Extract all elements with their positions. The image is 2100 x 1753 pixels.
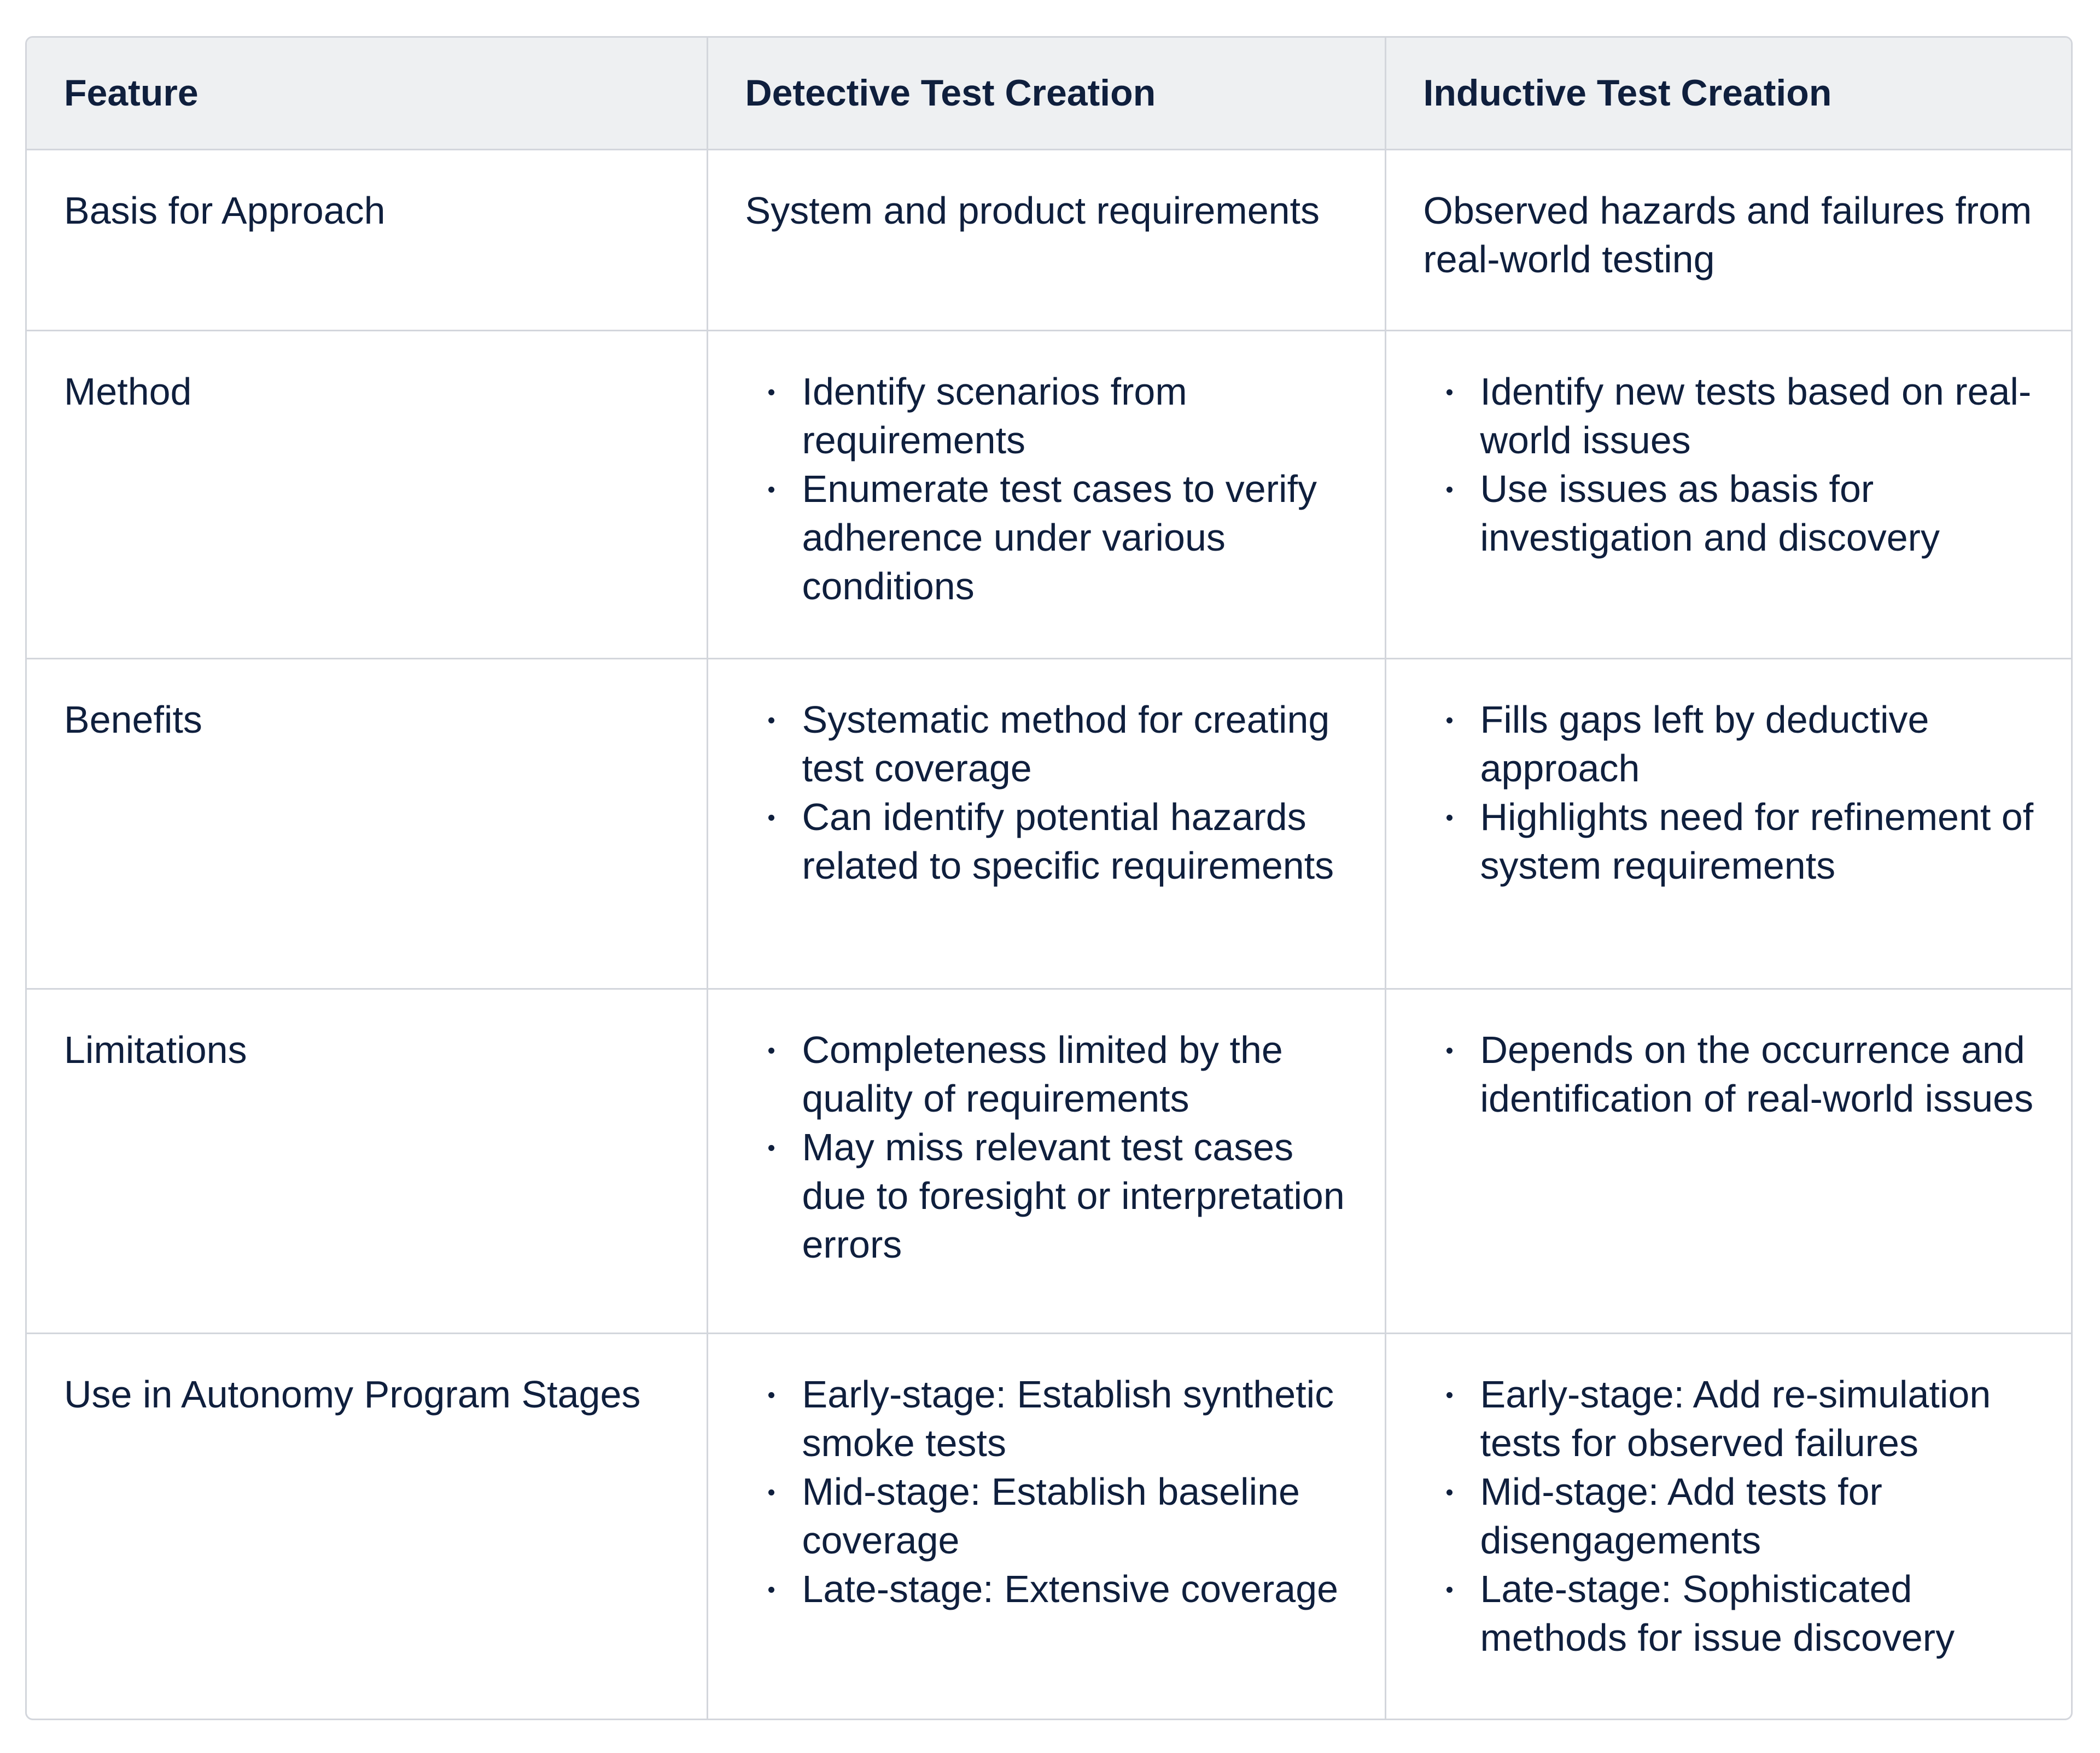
inductive-cell xyxy=(1385,330,2071,658)
bullet-list xyxy=(1424,1370,2037,1662)
bullet-list xyxy=(745,1370,1350,1614)
detective-cell xyxy=(707,989,1385,1333)
list-item: Early-stage: Establish synthetic smoke tests xyxy=(802,1370,1350,1468)
bullet-list xyxy=(745,1026,1350,1269)
comparison-table-container xyxy=(25,36,2073,1720)
inductive-cell xyxy=(1385,989,2071,1333)
detective-cell xyxy=(707,1333,1385,1719)
table-row xyxy=(27,658,2071,989)
list-item: Early-stage: Add re-simulation tests for observed failures xyxy=(1480,1370,2037,1468)
table-row xyxy=(27,330,2071,658)
comparison-table xyxy=(27,38,2071,1719)
cell-text: System and product requirements xyxy=(745,189,1320,232)
list-item: May miss relevant test cases due to foresight or interpretation errors xyxy=(802,1123,1350,1269)
list-item: Highlights need for refinement of system requirements xyxy=(1480,793,2037,890)
header-inductive: Inductive Test Creation xyxy=(1385,38,2071,149)
feature-cell: Limitations xyxy=(27,989,707,1333)
list-item: Enumerate test cases to verify adherence under various conditions xyxy=(802,465,1350,611)
feature-cell: Basis for Approach xyxy=(27,149,707,330)
list-item: Depends on the occurrence and identification of real-world issues xyxy=(1480,1026,2037,1123)
bullet-list xyxy=(1424,367,2037,562)
feature-cell: Benefits xyxy=(27,658,707,989)
header-row xyxy=(27,38,2071,149)
bullet-list xyxy=(745,367,1350,611)
list-item: Late-stage: Extensive coverage xyxy=(802,1565,1350,1614)
header-detective: Detective Test Creation xyxy=(707,38,1385,149)
inductive-cell xyxy=(1385,149,2071,330)
bullet-list xyxy=(1424,696,2037,890)
table-row xyxy=(27,989,2071,1333)
list-item: Fills gaps left by deductive approach xyxy=(1480,696,2037,793)
detective-cell xyxy=(707,658,1385,989)
feature-cell: Use in Autonomy Program Stages xyxy=(27,1333,707,1719)
table-row xyxy=(27,149,2071,330)
table-row xyxy=(27,1333,2071,1719)
list-item: Identify new tests based on real-world issues xyxy=(1480,367,2037,465)
bullet-list xyxy=(745,696,1350,890)
list-item: Mid-stage: Establish baseline coverage xyxy=(802,1468,1350,1565)
feature-cell: Method xyxy=(27,330,707,658)
cell-text: Observed hazards and failures from real-world testing xyxy=(1423,189,2032,281)
list-item: Late-stage: Sophisticated methods for issue discovery xyxy=(1480,1565,2037,1662)
list-item: Systematic method for creating test coverage xyxy=(802,696,1350,793)
bullet-list xyxy=(1424,1026,2037,1123)
inductive-cell xyxy=(1385,658,2071,989)
header-feature: Feature xyxy=(27,38,707,149)
detective-cell xyxy=(707,330,1385,658)
list-item: Identify scenarios from requirements xyxy=(802,367,1350,465)
list-item: Use issues as basis for investigation and discovery xyxy=(1480,465,2037,562)
inductive-cell xyxy=(1385,1333,2071,1719)
list-item: Completeness limited by the quality of requirements xyxy=(802,1026,1350,1123)
detective-cell xyxy=(707,149,1385,330)
list-item: Can identify potential hazards related to specific requirements xyxy=(802,793,1350,890)
list-item: Mid-stage: Add tests for disengagements xyxy=(1480,1468,2037,1565)
